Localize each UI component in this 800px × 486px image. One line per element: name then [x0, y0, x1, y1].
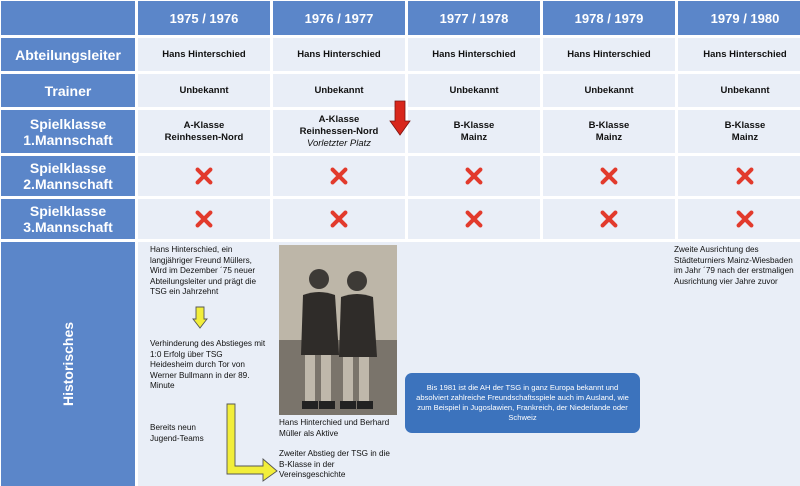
note-zweiter-abstieg: Zweiter Abstieg der TSG in die B-Klasse in der Vereinsgeschichte: [279, 449, 390, 479]
year-header: 1975 / 1976: [138, 1, 270, 35]
row-header-line: 3.Mannschaft: [23, 219, 113, 235]
note-staedteturnier: Zweite Ausrichtung des Städteturniers Mainz-Wiesbaden im Jahr ´79 nach der erstmaligen Ausrichtung vier Jahre zuvor: [674, 245, 794, 286]
spielklasse-1-value: [543, 110, 675, 153]
league-name: A-Klasse: [318, 113, 360, 125]
cross-icon: [463, 208, 485, 230]
row-header-trainer: Trainer: [1, 74, 135, 107]
corner-cell: [1, 1, 135, 35]
year-header: 1977 / 1978: [408, 1, 540, 35]
cross-icon: [463, 165, 485, 187]
row-header-line: Spielklasse: [29, 160, 107, 176]
row-header-spielklasse-3: [1, 199, 135, 239]
row-header-line: Spielklasse: [29, 203, 107, 219]
abteilungsleiter-value: Hans Hinterschied: [273, 38, 405, 71]
league-region: Mainz: [731, 131, 759, 143]
spielklasse-1-value: [678, 110, 800, 153]
year-header: 1978 / 1979: [543, 1, 675, 35]
trainer-value: Unbekannt: [543, 74, 675, 107]
league-region: Reinhessen-Nord: [299, 125, 379, 137]
note-abteilungsleiter-wechsel: Hans Hinterschied, ein langjähriger Freund Müllers, Wird im Dezember ´75 neuer Abteilungsleiter und prägt die TSG ein Jahrzehnt: [150, 245, 257, 296]
bent-arrow-icon: [224, 402, 280, 482]
cross-icon: [328, 165, 350, 187]
row-header-line: Spielklasse: [29, 115, 107, 132]
relegation-arrow-icon: [389, 100, 411, 136]
abteilungsleiter-value: Hans Hinterschied: [138, 38, 270, 71]
no-team-cell: [138, 156, 270, 196]
photo-caption: Hans Hinterchied und Berhard Müller als Aktive: [279, 418, 390, 438]
note-jugend-teams: Bereits neun Jugend-Teams: [150, 423, 204, 443]
trainer-value: Unbekannt: [138, 74, 270, 107]
no-team-cell: [678, 199, 800, 239]
info-callout: [405, 373, 640, 433]
row-header-line: 1.Mannschaft: [23, 131, 113, 148]
trainer-value: Unbekannt: [273, 74, 405, 107]
no-team-cell: [138, 199, 270, 239]
historisches-label: Historisches: [59, 321, 76, 407]
abteilungsleiter-value: Hans Hinterschied: [408, 38, 540, 71]
no-team-cell: [273, 199, 405, 239]
no-team-cell: [408, 199, 540, 239]
cross-icon: [193, 208, 215, 230]
league-name: B-Klasse: [453, 119, 495, 131]
league-region: Mainz: [460, 131, 488, 143]
arrow-down-icon: [192, 306, 208, 330]
row-header-spielklasse-1: [1, 110, 135, 153]
cross-icon: [328, 208, 350, 230]
info-callout-text: Bis 1981 ist die AH der TSG in ganz Europa bekannt und absolviert zahlreiche Freundschaftsspiele auch im Ausland, wie zum Beispiel in Jugoslawien, Frankreich, der Niederlande oder Schweiz: [416, 383, 629, 422]
cross-icon: [598, 165, 620, 187]
league-region: Reinhessen-Nord: [164, 131, 244, 143]
historic-photo: [279, 245, 397, 415]
no-team-cell: [543, 156, 675, 196]
no-team-cell: [678, 156, 800, 196]
league-name: A-Klasse: [183, 119, 225, 131]
spielklasse-1-value: [138, 110, 270, 153]
historisches-body: [138, 242, 800, 486]
cross-icon: [193, 165, 215, 187]
abteilungsleiter-value: Hans Hinterschied: [543, 38, 675, 71]
no-team-cell: [408, 156, 540, 196]
league-name: B-Klasse: [724, 119, 766, 131]
league-region: Mainz: [595, 131, 623, 143]
row-header-abteilungsleiter: Abteilungsleiter: [1, 38, 135, 71]
abteilungsleiter-value: Hans Hinterschied: [678, 38, 800, 71]
note-abstieg-verhindert: Verhinderung des Abstieges mit 1:0 Erfolg über TSG Heidesheim durch Tor von Werner Bullmann in der 89. Minute: [150, 339, 266, 390]
league-name: B-Klasse: [588, 119, 630, 131]
cross-icon: [734, 165, 756, 187]
trainer-value: Unbekannt: [678, 74, 800, 107]
row-header-spielklasse-2: [1, 156, 135, 196]
spielklasse-1-value: [273, 110, 405, 153]
row-header-line: 2.Mannschaft: [23, 176, 113, 192]
trainer-value: Unbekannt: [408, 74, 540, 107]
spielklasse-1-value: [408, 110, 540, 153]
cross-icon: [734, 208, 756, 230]
no-team-cell: [543, 199, 675, 239]
year-header: 1979 / 1980: [678, 1, 800, 35]
no-team-cell: [273, 156, 405, 196]
year-header: 1976 / 1977: [273, 1, 405, 35]
row-header-historisches: [1, 242, 135, 486]
league-placement: Vorletzter Platz: [306, 137, 372, 149]
cross-icon: [598, 208, 620, 230]
